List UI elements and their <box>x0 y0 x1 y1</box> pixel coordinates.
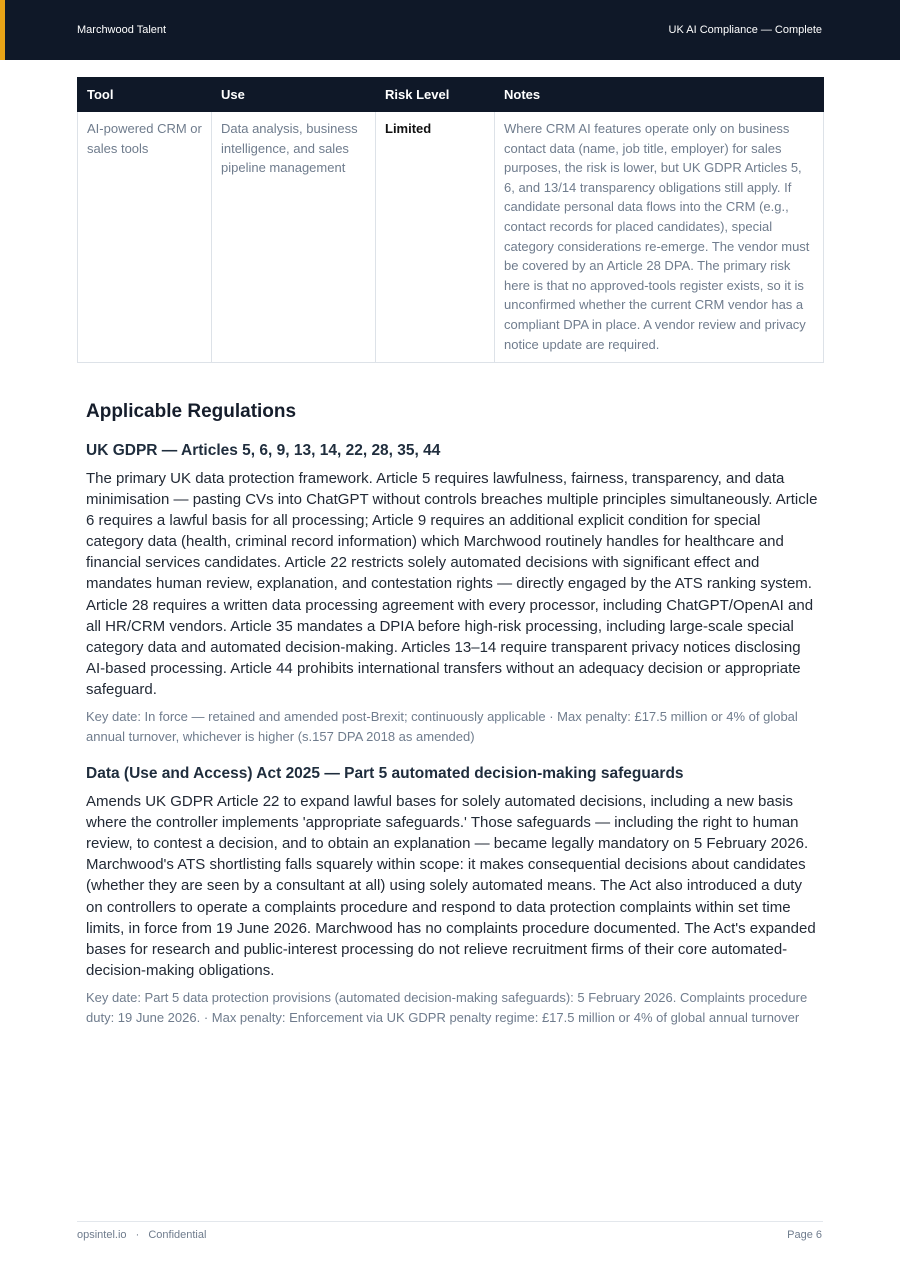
regulation-key-date: Key date: Part 5 data protection provisions (automated decision-making safeguards): 5 February 2026. Complaints procedure duty: 19 June 2026. · Max penalty: Enforcement via UK GDPR penalty regime: £17.5 million or 4% of global annual turnover <box>86 989 808 1025</box>
regulation-item <box>86 441 818 747</box>
table-header-row <box>78 78 824 112</box>
regulation-title: Data (Use and Access) Act 2025 — Part 5 automated decision-making safeguards <box>86 765 684 783</box>
page-number: Page 6 <box>787 1229 822 1241</box>
regulations-section <box>86 400 818 1045</box>
header-company: Marchwood Talent <box>77 24 167 36</box>
regulation-body: Amends UK GDPR Article 22 to expand lawful bases for solely automated decisions, including a new basis where the controller implements 'appropriate safeguards.' Those safeguards — including the right to human review, to contest a decision, and to obtain an explanation — became legally mandatory on 5 February 2026. Marchwood's ATS shortlisting falls squarely within scope: it makes consequential decisions about candidates (whether they are seen by a consultant at all) using solely automated means. The Act also introduced a duty on controllers to operate a complaints procedure and respond to data protection complaints within set time limits, in force from 19 June 2026. Marchwood has no complaints procedure documented. The Act's expanded bases for research and public-interest processing do not relieve recruitment firms of their core automated-decision-making obligations. <box>86 793 816 979</box>
regulation-item <box>86 764 818 1028</box>
footer-separator: · <box>135 1229 140 1241</box>
cell-risk-level: Limited <box>376 112 495 363</box>
column-header-risk-level: Risk Level <box>376 78 495 112</box>
column-header-tool: Tool <box>78 78 212 112</box>
column-header-use: Use <box>212 78 376 112</box>
regulation-title: UK GDPR — Articles 5, 6, 9, 13, 14, 22, 28, 35, 44 <box>86 442 441 459</box>
regulation-key-date: Key date: In force — retained and amended post-Brexit; continuously applicable · Max penalty: £17.5 million or 4% of global annual turnover, whichever is higher (s.157 DPA 2018 as amended) <box>86 709 798 745</box>
footer-site: opsintel.io <box>77 1229 127 1241</box>
cell-tool: AI-powered CRM or sales tools <box>78 112 212 363</box>
page-header <box>0 0 900 60</box>
ai-tools-table <box>77 77 824 363</box>
regulation-body: The primary UK data protection framework. Article 5 requires lawfulness, fairness, transparency, and data minimisation — pasting CVs into ChatGPT without controls breaches multiple principles simultaneously. Article 6 requires a lawful basis for all processing; Article 9 requires an additional explicit condition for special category data (health, criminal record information) which Marchwood routinely handles for healthcare and financial services candidates. Article 22 restricts solely automated decisions with significant effect and mandates human review, explanation, and contestation rights — directly engaged by the ATS ranking system. Article 28 requires a written data processing agreement with every processor, including ChatGPT/OpenAI and all HR/CRM vendors. Article 35 mandates a DPIA before high-risk processing, including large-scale special category data and automated decision-making. Articles 13–14 require transparent privacy notices disclosing AI-based processing. Article 44 prohibits international transfers without an adequacy decision or appropriate safeguard. <box>86 470 818 698</box>
table-row <box>78 112 824 363</box>
column-header-notes: Notes <box>495 78 824 112</box>
header-doc-title: UK AI Compliance — Complete <box>668 24 822 36</box>
section-heading: Applicable Regulations <box>86 401 297 422</box>
footer-divider <box>77 1221 823 1222</box>
footer-source <box>77 1229 206 1241</box>
cell-notes: Where CRM AI features operate only on business contact data (name, job title, employer) for sales purposes, the risk is lower, but UK GDPR Articles 5, 6, and 13/14 transparency obligations still apply. If candidate personal data flows into the CRM (e.g., contact records for placed candidates), special category considerations re-emerge. The vendor must be covered by an Article 28 DPA. The primary risk here is that no approved-tools register exists, so it is unconfirmed whether the current CRM vendor has a compliant DPA in place. A vendor review and privacy notice update are required. <box>495 112 824 363</box>
footer-classification: Confidential <box>148 1229 207 1241</box>
header-accent-bar <box>0 0 5 60</box>
cell-use: Data analysis, business intelligence, and sales pipeline management <box>212 112 376 363</box>
